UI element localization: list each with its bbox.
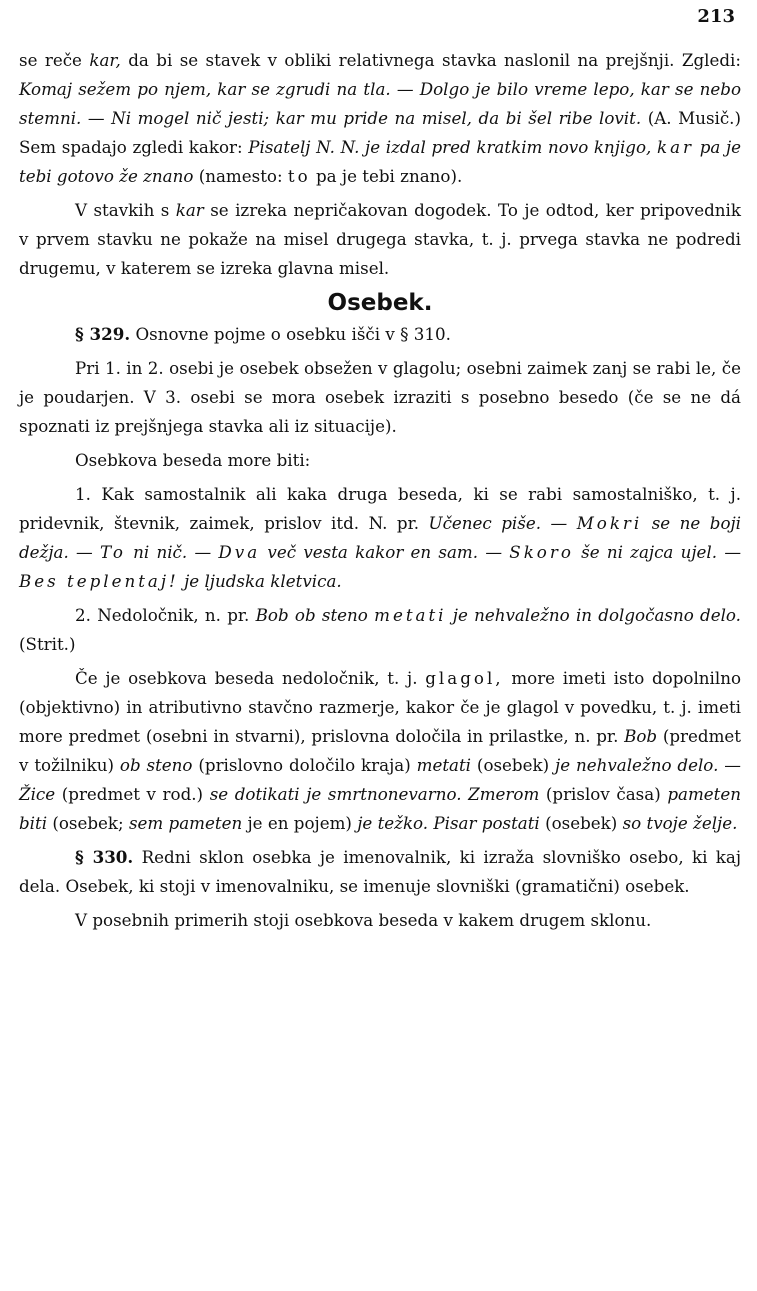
section-heading: Osebek. xyxy=(327,290,433,316)
paragraph-section-330: § 330. Redni sklon osebka je imenovalnik, ki izraža slovniško osebo, ki kaj dela. Osebek, ki stoji v imenovalniku, se imenuje slovniški (gramatični) osebek. xyxy=(19,847,741,896)
section-number: § 329. xyxy=(75,324,131,344)
paragraph-infinitive: Če je osebkova beseda nedoločnik, t. j. glagol, more imeti isto dopolnilno (objektivno) in atributivno stavčno razmerje, kakor če je glagol v povedku, t. j. imeti more predmet (osebni in stvarni), prislovna določila in prilastke, n. pr. Bob (predmet v tožilniku) ob steno (prislovno določilo kraja) metati (osebek) je nehvaležno delo. — Žice (predmet v rod.) se dotikati je smrtnonevarno. Zmerom (prislov časa) pameten biti (osebek; sem pameten je en pojem) je težko. Pisar postati (osebek) so tvoje želje. xyxy=(19,668,742,833)
body-text xyxy=(19,46,741,935)
paragraph-other-case: V posebnih primerih stoji osebkova beseda v kakem drugem sklonu. xyxy=(75,910,652,930)
list-item-1: 1. Kak samostalnik ali kaka druga beseda, ki se rabi samostalniško, t. j. pridevnik, števnik, zaimek, prislov itd. N. pr. Učenec piše. — Mokri se ne boji dežja. — To ni nič. — Dva več vesta kakor en sam. — Skoro še ni zajca ujel. — Bes teplentaj! je ljudska kletvica. xyxy=(19,484,742,591)
page-number: 213 xyxy=(697,6,735,27)
section-number: § 330. xyxy=(75,847,134,867)
list-item-2: 2. Nedoločnik, n. pr. Bob ob steno metati je nehvaležno in dolgočasno delo. (Strit.) xyxy=(19,605,741,654)
paragraph-kar-continuation: se reče kar, da bi se stavek v obliki relativnega stavka naslonil na prejšnji. Zgledi: Komaj sežem po njem, kar se zgrudi na tla. — Dolgo je bilo vreme lepo, kar se nebo stemni. — Ni mogel nič jesti; kar mu pride na misel, da bi šel ribe lovit. (A. Musič.) Sem spadajo zgledi kakor: Pisatelj N. N. je izdal pred kratkim novo knjigo, kar pa je tebi gotovo že znano (namesto: to pa je tebi znano). xyxy=(19,50,742,186)
paragraph-persons: Pri 1. in 2. osebi je osebek obsežen v glagolu; osebni zaimek zanj se rabi le, če je poudarjen. V 3. osebi se mora osebek izraziti s posebno besedo (če se ne dá spoznati iz prejšnjega stavka ali iz situacije). xyxy=(19,358,741,436)
paragraph-section-329: § 329. Osnovne pojme o osebku išči v § 310. xyxy=(75,324,451,344)
paragraph-subject-word: Osebkova beseda more biti: xyxy=(75,450,311,470)
book-page xyxy=(19,0,741,1291)
paragraph-kar-explanation: V stavkih s kar se izreka nepričakovan dogodek. To je odtod, ker pripovednik v prvem stavku ne pokaže na misel drugega stavka, t. j. prvega stavka ne podredi drugemu, v katerem se izreka glavna misel. xyxy=(19,200,741,278)
